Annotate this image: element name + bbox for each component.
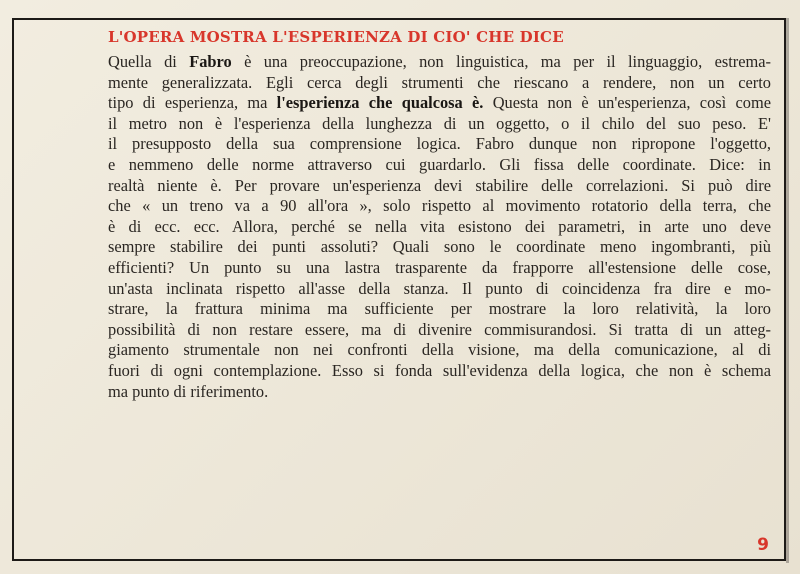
text-line [108,299,771,320]
text-run: realtà niente è. Per provare un'esperienza devi stabilire delle correlazioni. Si può dire [108,175,771,195]
text-line [108,217,771,238]
text-line [108,320,771,341]
text-run: Quella di [108,52,190,71]
text-run: tipo di esperienza, ma [108,93,277,113]
text-line [108,114,771,135]
frame-shadow [786,18,789,563]
text-run: efficienti? Un punto su una lastra trasparente da frapporre all'estensione delle cose, [108,257,771,277]
text-run: un'asta inclinata rispetto all'asse della stanza. Il punto di coincidenza fra dire e mo- [108,278,771,298]
bold-phrase: Fabro [189,52,232,71]
text-run: è una preoccupazione, non linguistica, ma per il linguaggio, estrema- [231,52,771,71]
text-line [108,340,771,361]
text-run: ma punto di riferimento. [108,381,269,401]
text-run: il presupposto della sua comprensione logica. Fabro dunque non ripropone l'oggetto, [108,134,771,154]
text-line [108,237,771,258]
text-run: sempre stabilire dei punti assoluti? Quali sono le coordinate meno ingombranti, più [108,237,771,257]
text-line [108,93,771,114]
bold-phrase: l'esperienza che qualcosa è. [276,93,484,113]
text-line [108,361,771,382]
page-heading: L'OPERA MOSTRA L'ESPERIENZA DI CIO' CHE DICE [108,28,564,46]
text-line [108,73,771,94]
text-line [108,196,771,217]
text-run: mente generalizzata. Egli cerca degli strumenti che riescano a rendere, non un certo [108,72,771,92]
text-line [108,176,771,197]
text-run: Questa non è un'esperienza, così come [483,93,771,113]
text-run: che « un treno va a 90 all'ora », solo rispetto al movimento rotatorio della terra, che [108,196,771,216]
text-line [108,258,771,279]
body-paragraph [108,52,771,402]
page-number: 9 [757,535,769,555]
text-run: strare, la frattura minima ma sufficiente per mostrare la loro relatività, la loro [108,299,771,319]
text-line [108,52,771,73]
text-run: giamento strumentale non nei confronti della visione, ma della comunicazione, al di [108,340,771,360]
text-line [108,134,771,155]
text-line [108,155,771,176]
text-line [108,279,771,300]
text-line [108,382,771,403]
text-run: possibilità di non restare essere, ma di divenire commisurandosi. Si tratta di un atteg- [108,319,771,339]
text-run: il metro non è l'esperienza della lunghezza di un oggetto, o il chilo del suo peso. E' [108,113,771,133]
text-run: e nemmeno delle norme attraverso cui guardarlo. Gli fissa delle coordinate. Dice: in [108,154,771,174]
text-run: è di ecc. ecc. Allora, perché se nella vita esistono dei parametri, in arte uno deve [108,216,771,236]
text-run: fuori di ogni contemplazione. Esso si fonda sull'evidenza della logica, che non è schema [108,360,771,380]
